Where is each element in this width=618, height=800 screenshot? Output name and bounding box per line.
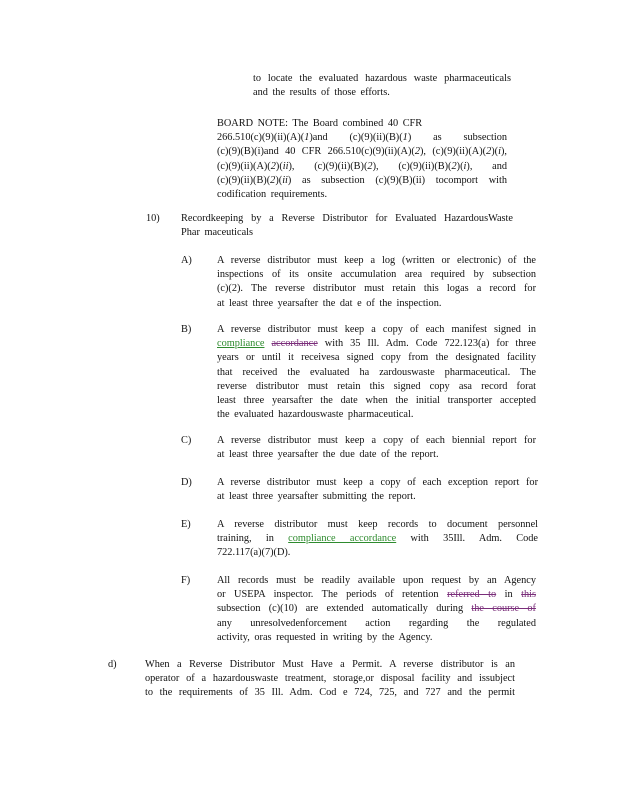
item-b-text: A reverse distributor must keep a copy of each manifest signed in compliance accordance with 35 Ill. Adm. Code 722.123(a) for three years or until it receivesa signed copy from the designated facility that received the evaluated ha zardouswaste pharmaceutical. The reverse distributor must retain this signed copy asa record forat least three yearsafter the date when the initial transporter accepted the evaluated hazardouswaste pharmaceutical. (217, 324, 536, 421)
deleted-text: referred to (447, 589, 497, 601)
item-a-text: A reverse distributor must keep a log (written or electronic) of the inspections of its onsite accumulation area required by subsection (c)(2). The reverse distributor must retain this logas a record for at least three yearsafter the dat e of the inspection. (217, 255, 536, 309)
item-label: A) (181, 255, 192, 266)
continuation-line: and the results of those efforts. (253, 87, 390, 99)
board-note-line: 266.510(c)(9)(ii)(A)(1)and (c)(9)(ii)(B)(1) as subsection (217, 132, 507, 144)
item-label: F) (181, 575, 191, 586)
deleted-text: the course of (471, 603, 536, 615)
item-f-text: All records must be readily available upon request by an Agency or USEPA inspector. The periods of retention referred to in this subsection (c)(10) are extended automatically during the course of any unresolvedenforcement action regarding the regulated activity, oras requested in writing by the Agency. (217, 575, 537, 643)
deleted-text: this (521, 589, 537, 601)
item-label: C) (181, 435, 192, 446)
section-number: 10) (146, 213, 160, 224)
board-note-line: BOARD NOTE: The Board combined 40 CFR (217, 118, 423, 129)
board-note-line: codification requirements. (217, 189, 328, 201)
board-note (217, 117, 507, 202)
continuation-line: to locate the evaluated hazardous waste pharmaceuticals (253, 73, 511, 84)
continuation-text (253, 72, 511, 100)
item-d-text: A reverse distributor must keep a copy of each exception report for at least three yearsafter submitting the report. (217, 477, 538, 503)
item-c-text: A reverse distributor must keep a copy of each biennial report for at least three yearsafter the due date of the report. (217, 435, 536, 461)
board-note-line: (c)(9)(ii)(B)(2)(ii) as subsection (c)(9)(B)(ii) tocomport with (217, 174, 507, 186)
item-label: D) (181, 477, 192, 488)
inserted-text: compliance accordance (288, 533, 397, 545)
inserted-text: compliance (217, 338, 265, 350)
item-label: E) (181, 519, 191, 530)
item-label: B) (181, 324, 192, 335)
item-e-text: A reverse distributor must keep records to document personnel training, in compliance accordance with 35Ill. Adm. Code 722.117(a)(7)(D). (217, 519, 539, 559)
section-d-text: When a Reverse Distributor Must Have a Permit. A reverse distributor is an operator of a hazardouswaste treatment, storage,or disposal facility and issubject to the requirements of 35 Ill. Adm. Cod e 724, 725, and 727 and the permit (145, 659, 515, 699)
section-title: Recordkeeping by a Reverse Distributor for Evaluated HazardousWaste Phar maceuticals (181, 213, 513, 239)
deleted-text: accordance (271, 338, 318, 350)
board-note-line: (c)(9)(B)(i)and 40 CFR 266.510(c)(9)(ii)(A)(2), (c)(9)(ii)(A)(2)(i), (217, 146, 507, 158)
board-note-line: (c)(9)(ii)(A)(2)(ii), (c)(9)(ii)(B)(2), (c)(9)(ii)(B)(2)(i), and (217, 160, 508, 172)
section-label: d) (108, 659, 117, 670)
